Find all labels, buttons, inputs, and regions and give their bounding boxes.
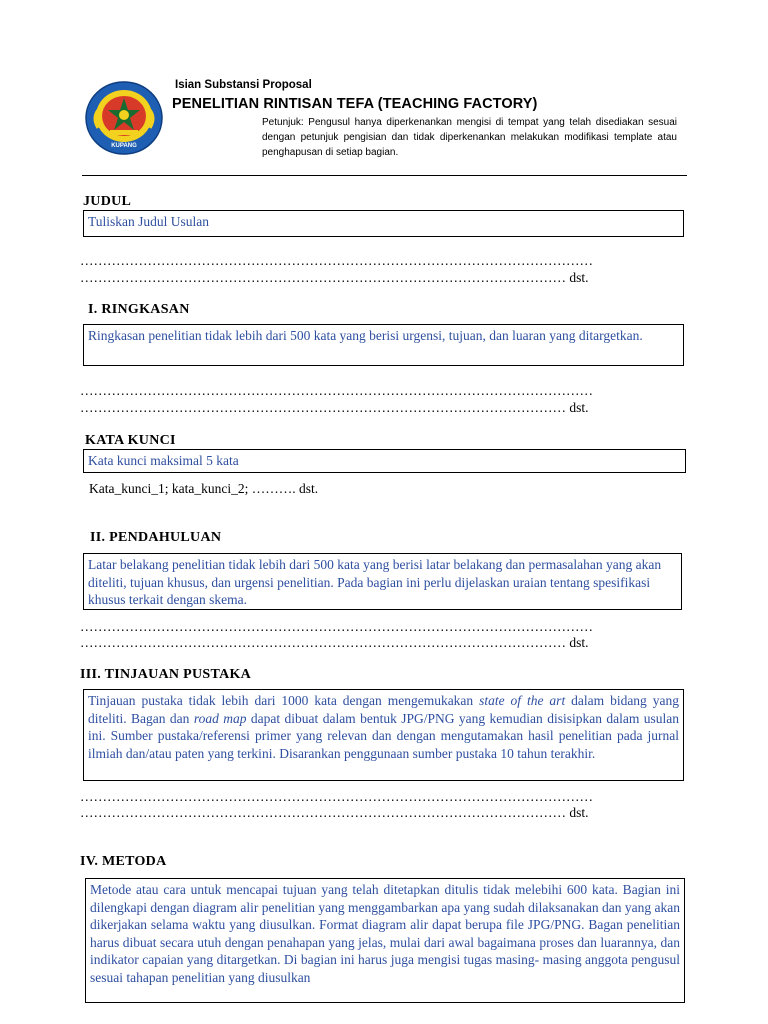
metoda-box[interactable]: Metode atau cara untuk mencapai tujuan yang telah ditetapkan ditulis tidak melebihi 600 kata. Bagian ini dilengkapi dengan diagram alir penelitian yang menggambarkan apa yang sudah dilaksanakan dan yang akan dikerjakan selama waktu yang diusulkan. Format diagram alir dapat berupa file JPG/PNG. Bagan penelitian harus dibuat secara utuh dengan penahapan yang jelas, mulai dari awal bagaimana proses dan luarannya, dan indikator capaian yang ditargetkan. Di bagian ini harus juga mengisi tugas masing- masing anggota pengusul sesuai tahapan penelitian yang diusulkan	[85, 878, 685, 1003]
tinjauan-italic-2: road map	[193, 710, 247, 726]
tinjauan-heading: III. TINJAUAN PUSTAKA	[80, 667, 252, 682]
judul-dots-2: ……………………………………………………………………………………………… dst.	[80, 270, 589, 285]
judul-heading: JUDUL	[83, 194, 132, 209]
tinjauan-dots-1: ……………………………………………………………………………………………………	[80, 789, 593, 804]
ringkasan-heading: I. RINGKASAN	[88, 302, 190, 317]
tinjauan-dots-2: ……………………………………………………………………………………………… dst.	[80, 805, 589, 820]
tinjauan-text-1: Tinjauan pustaka tidak lebih dari 1000 kata dengan mengemukakan	[88, 693, 480, 708]
metoda-heading: IV. METODA	[80, 854, 167, 869]
pendahuluan-dots-1: ……………………………………………………………………………………………………	[80, 619, 593, 634]
pendahuluan-heading: II. PENDAHULUAN	[90, 530, 222, 545]
header-subtitle: Isian Substansi Proposal	[175, 79, 312, 91]
document-title: PENELITIAN RINTISAN TEFA (TEACHING FACTORY)	[172, 96, 538, 112]
header-divider	[82, 175, 687, 176]
ringkasan-dots-2: ……………………………………………………………………………………………… dst.	[80, 400, 589, 415]
tinjauan-text-3: dapat dibuat dalam bentuk JPG/PNG yang kemudian disisipkan dalam usulan ini. Sumber pustaka/referensi primer yang relevan dan dengan mengutamakan hasil penelitian pada jurnal ilmiah dan/atau paten yang terkini. Disarankan penggunaan sumber pustaka 10 tahun terakhir.	[88, 710, 679, 761]
instructions-text: Petunjuk: Pengusul hanya diperkenankan mengisi di tempat yang telah disediakan sesuai dengan petunjuk pengisian dan tidak diperkenankan melakukan modifikasi template atau penghapusan di setiap bagian.	[262, 117, 677, 158]
pendahuluan-box[interactable]: Latar belakang penelitian tidak lebih dari 500 kata yang berisi latar belakang dan permasalahan yang akan diteliti, tujuan khusus, dan urgensi penelitian. Pada bagian ini perlu dijelaskan uraian tentang spesifikasi khusus terkait dengan skema.	[83, 553, 682, 610]
judul-box[interactable]: Tuliskan Judul Usulan	[83, 210, 684, 237]
judul-dots-1: ……………………………………………………………………………………………………	[80, 253, 593, 268]
kata-kunci-heading: KATA KUNCI	[85, 433, 176, 448]
tinjauan-box[interactable]	[83, 689, 684, 781]
kata-kunci-example: Kata_kunci_1; kata_kunci_2; ………. dst.	[89, 481, 319, 496]
logo-text: KUPANG	[111, 143, 137, 149]
tinjauan-text-2: dalam bidang yang diteliti. Bagan dan	[88, 693, 679, 726]
ringkasan-dots-1: ……………………………………………………………………………………………………	[80, 383, 593, 398]
tinjauan-italic-1: state of the art	[479, 693, 566, 708]
kata-kunci-box[interactable]: Kata kunci maksimal 5 kata	[83, 449, 686, 473]
ringkasan-box[interactable]: Ringkasan penelitian tidak lebih dari 500 kata yang berisi urgensi, tujuan, dan luaran yang ditargetkan.	[83, 324, 684, 366]
pendahuluan-dots-2: ……………………………………………………………………………………………… dst.	[80, 635, 589, 650]
institution-logo	[84, 80, 164, 156]
